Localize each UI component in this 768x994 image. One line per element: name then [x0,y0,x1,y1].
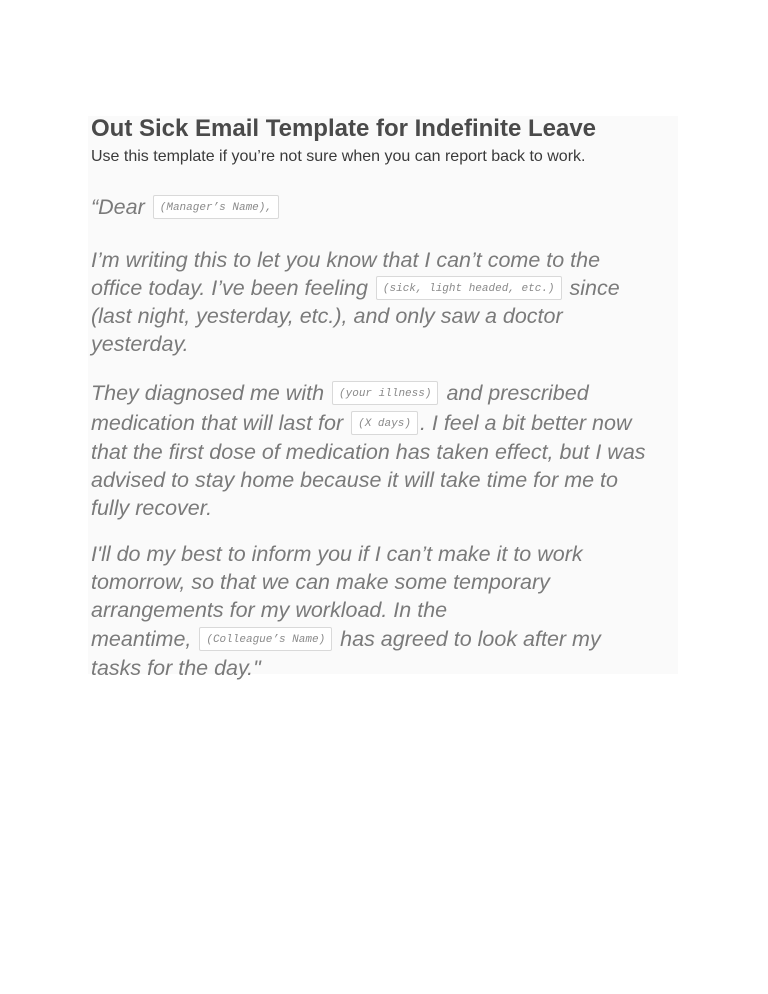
days-placeholder: (X days) [351,411,418,435]
manager-name-placeholder: (Manager’s Name), [153,195,279,219]
paragraph-1-line-2-before: office today. I’ve been feeling [91,276,368,300]
salutation-text: “Dear [91,195,145,219]
paragraph-2-line-2-before: medication that will last for [91,411,344,435]
paragraph-3-line-4-after: has agreed to look after my [340,627,601,651]
paragraph-3-line-5: tasks for the day." [91,656,261,680]
paragraph-2-line-1 [91,378,681,408]
paragraph-3-line-1: I'll do my best to inform you if I can’t make it to work [91,542,583,566]
paragraph-2-line-5: fully recover. [91,496,213,520]
paragraph-1-line-2 [91,274,681,302]
paragraph-1-line-4: yesterday. [91,332,189,356]
paragraph-2-line-4: advised to stay home because it will take time for me to [91,468,618,492]
paragraph-3-line-2: tomorrow, so that we can make some temporary [91,570,550,594]
paragraph-2-line-2-after: . I feel a bit better now [419,411,632,435]
paragraph-3-line-4 [91,624,681,654]
document-subtitle: Use this template if you’re not sure when you can report back to work. [91,148,586,165]
document-title: Out Sick Email Template for Indefinite Leave [91,115,597,142]
colleague-name-placeholder: (Colleague’s Name) [199,627,332,651]
paragraph-2 [91,378,681,522]
paragraph-2-line-3: that the first dose of medication has taken effect, but I was [91,440,646,464]
paragraph-1-line-2-after: since [569,276,620,300]
salutation [91,192,681,222]
symptom-placeholder: (sick, light headed, etc.) [376,276,562,300]
illness-placeholder: (your illness) [332,381,438,405]
paragraph-2-line-2 [91,408,681,438]
paragraph-3-line-4-before: meantime, [91,627,192,651]
paragraph-1-line-3: (last night, yesterday, etc.), and only saw a doctor [91,304,563,328]
paragraph-1-line-1: I’m writing this to let you know that I can’t come to the [91,248,601,272]
paragraph-3 [91,540,681,682]
paragraph-2-line-1-before: They diagnosed me with [91,381,325,405]
paragraph-3-line-3: arrangements for my workload. In the [91,598,448,622]
paragraph-1 [91,246,681,358]
paragraph-2-line-1-after: and prescribed [446,381,589,405]
salutation-line [91,192,681,222]
